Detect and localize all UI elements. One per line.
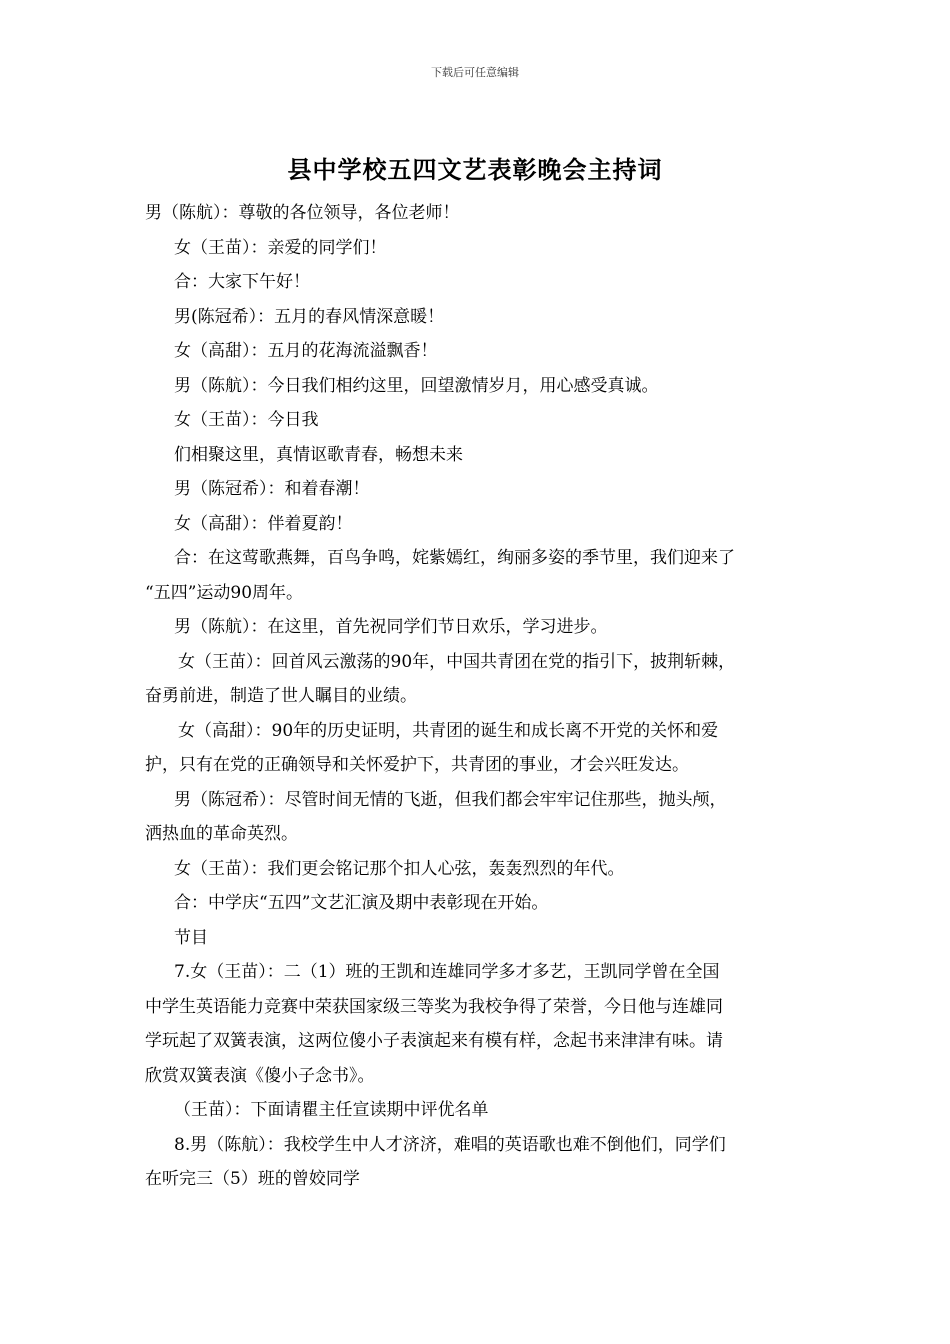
text-line: 8.男（陈航）：我校学生中人才济济，难唱的英语歌也难不倒他们，同学们	[174, 1134, 726, 1155]
text-line: 7.女（王苗）：二（1）班的王凯和连雄同学多才多艺，王凯同学曾在全国	[174, 962, 720, 982]
text-line: 节目	[174, 927, 208, 948]
text-line: 奋勇前进，制造了世人瞩目的业绩。	[145, 686, 417, 706]
text-line: 合：中学庆“五四”文艺汇演及期中表彰现在开始。	[174, 893, 549, 913]
document-title: 县中学校五四文艺表彰晚会主持词	[287, 155, 663, 184]
text-line: 合：在这莺歌燕舞，百鸟争鸣，姹紫嫣红，绚丽多姿的季节里，我们迎来了	[174, 548, 735, 568]
text-line: 合：大家下午好！	[174, 272, 310, 292]
document-body	[145, 196, 825, 1197]
text-line: 护，只有在党的正确领导和关怀爱护下，共青团的事业，才会兴旺发达。	[145, 755, 689, 775]
text-line: 女（高甜）：90年的历史证明，共青团的诞生和成长离不开党的关怀和爱	[178, 720, 719, 741]
text-line: 男（陈航）：在这里，首先祝同学们节日欢乐，学习进步。	[174, 617, 608, 637]
text-line: 男（陈航）：尊敬的各位领导，各位老师！	[145, 203, 460, 223]
text-line: “五四”运动90周年。	[145, 582, 304, 603]
text-line: 女（王苗）：回首风云激荡的90年，中国共青团在党的指引下，披荆斩棘，	[178, 651, 736, 672]
text-line: 们相聚这里，真情讴歌青春，畅想未来	[174, 444, 463, 465]
text-line: 男（陈冠希）：尽管时间无情的飞逝，但我们都会牢牢记住那些，抛头颅，	[174, 789, 727, 810]
header-note: 下载后可任意编辑	[431, 66, 519, 79]
text-line: 在听完三（5）班的曾姣同学	[145, 1169, 360, 1189]
text-line: 欣赏双簧表演《傻小子念书》。	[145, 1065, 375, 1086]
text-line: 男（陈冠希）：和着春潮！	[174, 479, 370, 499]
text-line: 女（高甜）：伴着夏韵！	[174, 513, 353, 534]
text-line: 男(陈冠希）：五月的春风情深意暖！	[174, 306, 445, 327]
text-line: 学玩起了双簧表演，这两位傻小子表演起来有模有样，念起书来津津有味。请	[145, 1031, 723, 1051]
text-line: 洒热血的革命英烈。	[145, 824, 298, 844]
text-line: 女（王苗）：我们更会铭记那个扣人心弦，轰轰烈烈的年代。	[174, 858, 625, 879]
text-line: （王苗）：下面请瞿主任宣读期中评优名单	[174, 1100, 489, 1120]
text-line: 女（王苗）：亲爱的同学们！	[174, 237, 387, 258]
text-line: 中学生英语能力竞赛中荣获国家级三等奖为我校争得了荣誉，今日他与连雄同	[145, 996, 723, 1017]
text-line: 女（高甜）：五月的花海流溢飘香！	[174, 341, 438, 361]
text-line: 女（王苗）：今日我	[174, 410, 319, 430]
text-line: 男（陈航）：今日我们相约这里，回望激情岁月，用心感受真诚。	[174, 375, 659, 396]
